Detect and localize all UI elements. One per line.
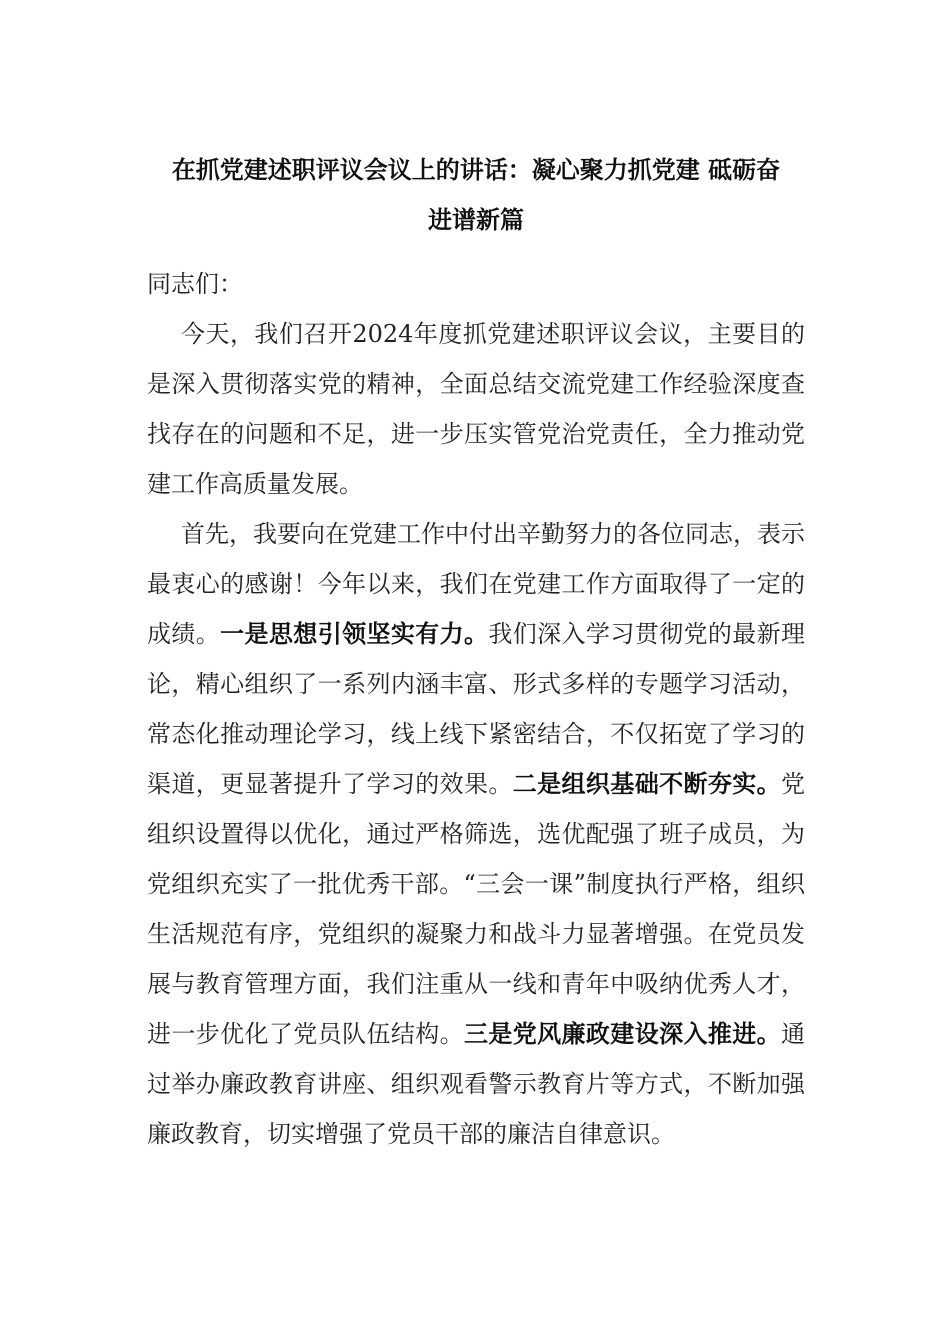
highlight-point-1: 一是思想引领坚实有力。: [220, 619, 489, 648]
title-line-2: 进谱新篇: [428, 205, 524, 234]
greeting: 同志们：: [147, 270, 243, 298]
paragraph-1: 今天，我们召开2024年度抓党建述职评议会议，主要目的是深入贯彻落实党的精神，全面总结交流党建工作经验深度查找存在的问题和不足，进一步压实管党治党责任，全力推动党建工作高质量发展。: [147, 320, 805, 498]
highlight-point-2: 二是组织基础不断夯实。: [512, 769, 782, 798]
document-title: [147, 145, 805, 245]
paragraph-2: [147, 509, 805, 1159]
paragraph-2-text-1: 首先，我要向在党建工作中付出辛勤努力的各位同志，表示最衷心的感谢！今年以来，我们在党建工作方面取得了一定的成绩。: [147, 520, 805, 648]
document-page: [147, 145, 805, 1159]
paragraph-2-text-2: 我们深入学习贯彻党的最新理论，精心组织了一系列内涵丰富、形式多样的专题学习活动，常态化推动理论学习，线上线下紧密结合，不仅拓宽了学习的渠道，更显著提升了学习的效果。: [147, 620, 806, 798]
highlight-point-3: 三是党风廉政建设深入推进。: [464, 1019, 781, 1048]
paragraph-2-text-3: 党组织设置得以优化，通过严格筛选，选优配强了班子成员，为党组织充实了一批优秀干部。“三会一课”制度执行严格，组织生活规范有序，党组织的凝聚力和战斗力显著增强。在党员发展与教育管理方面，我们注重从一线和青年中吸纳优秀人才，进一步优化了党员队伍结构。: [147, 770, 806, 1048]
paragraph-2-text-4: 通过举办廉政教育讲座、组织观看警示教育片等方式，不断加强廉政教育，切实增强了党员干部的廉洁自律意识。: [147, 1020, 805, 1148]
title-line-1: 在抓党建述职评议会议上的讲话：凝心聚力抓党建 砥砺奋: [171, 155, 781, 184]
